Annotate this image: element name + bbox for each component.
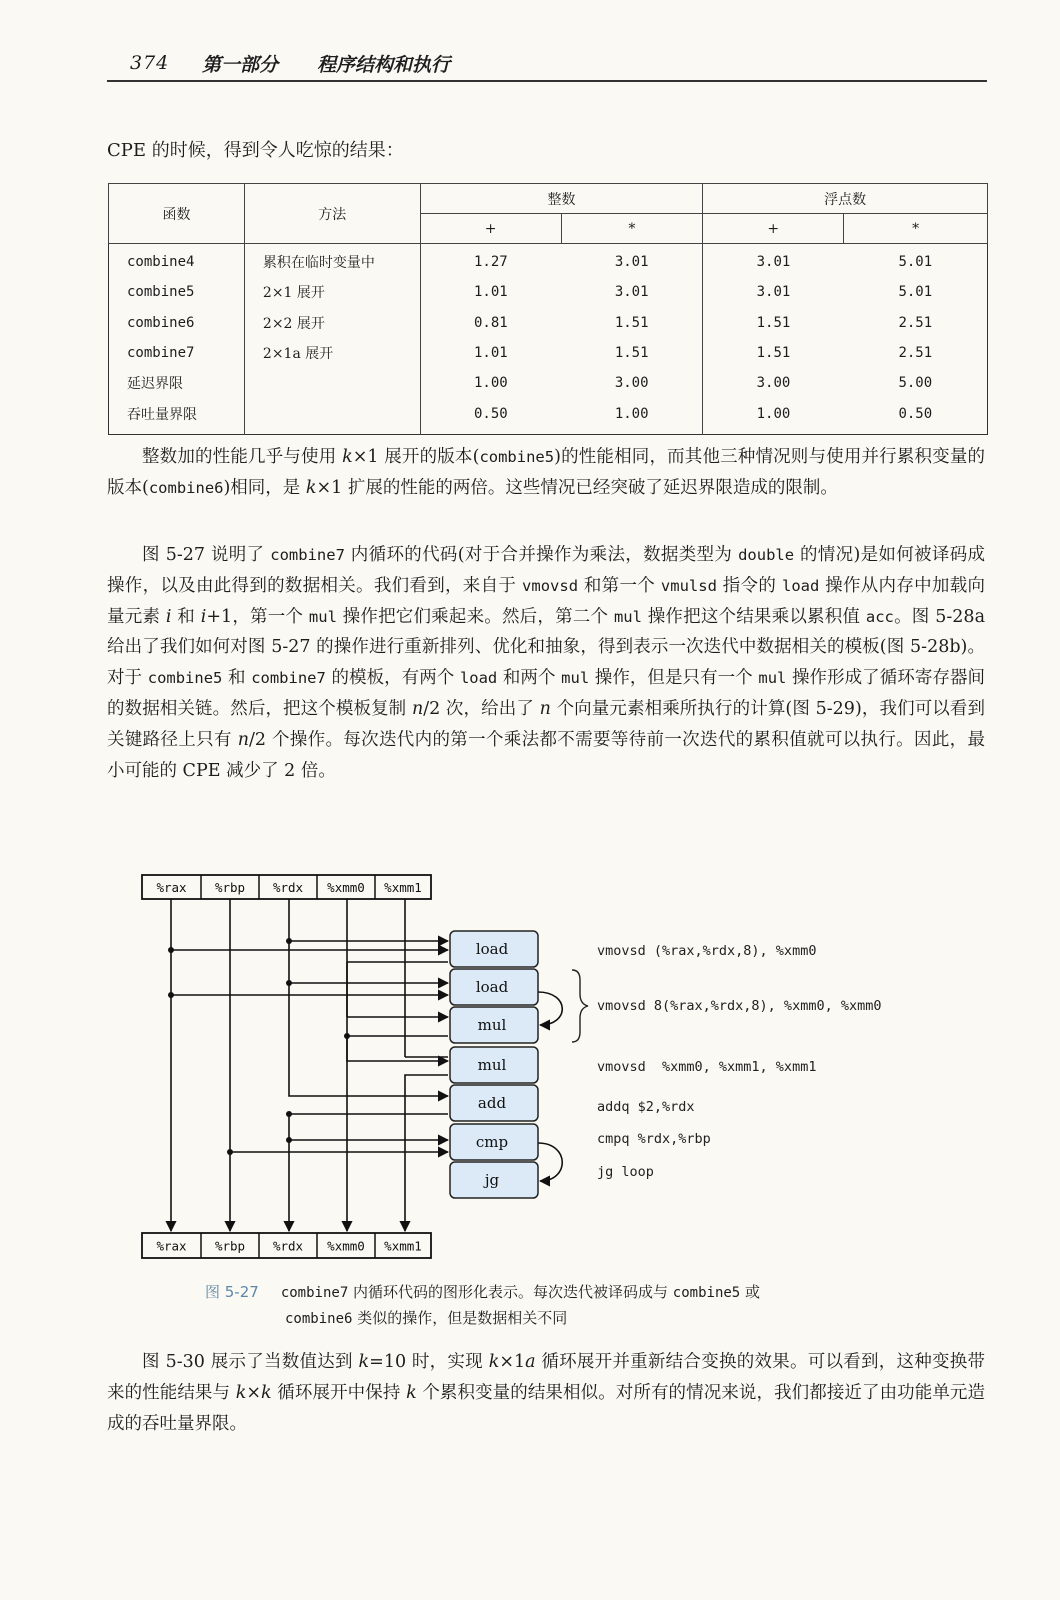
cell-int-add: 0.81 — [474, 314, 508, 331]
cell-method: 2×1 展开 — [244, 277, 420, 307]
cell-fp-mul: 5.00 — [898, 375, 933, 392]
instruction-line: cmpq %rdx,%rbp — [597, 1131, 711, 1147]
cell-function: combine4 — [109, 244, 245, 278]
caption-number: 图 5-27 — [205, 1283, 259, 1301]
dataflow-wire — [405, 1075, 448, 1231]
op-box-mul — [450, 1007, 538, 1043]
op-box-cmp — [450, 1124, 538, 1160]
header-integer: 整数 — [420, 184, 703, 214]
svg-text:cmp: cmp — [475, 1133, 509, 1151]
svg-text:add: add — [477, 1094, 507, 1112]
junction-dot — [344, 1033, 350, 1039]
cell-int-mul: 1.51 — [561, 308, 703, 338]
op-box-load — [450, 931, 538, 967]
svg-text:mul: mul — [477, 1056, 507, 1074]
instruction-line: jg loop — [597, 1164, 654, 1180]
cell-fp-add: 3.00 — [756, 375, 791, 392]
register-top-rbp: %rbp — [214, 880, 246, 895]
header-int-mul: * — [561, 214, 703, 244]
cell-function: combine6 — [109, 308, 245, 338]
svg-text:load: load — [475, 940, 509, 958]
dataflow-wire — [289, 1114, 448, 1231]
cell-int-add: 1.01 — [474, 345, 508, 362]
register-top-rdx: %rdx — [272, 880, 304, 895]
figure-caption: 图 5-27 combine7 内循环代码的图形化表示。每次迭代被译码成与 combine5 或 combine6 类似的操作，但是数据相关不同 — [205, 1283, 761, 1327]
brace — [572, 970, 588, 1042]
cell-int-mul: 3.01 — [561, 277, 703, 307]
instruction-line: addq $2,%rdx — [597, 1099, 695, 1115]
instruction-list — [597, 943, 881, 1180]
instruction-line: vmovsd (%rax,%rdx,8), %xmm0 — [597, 943, 817, 959]
register-row-bottom — [142, 1233, 431, 1258]
op-box-mul — [450, 1047, 538, 1083]
register-bottom-rbp: %rbp — [214, 1238, 246, 1254]
cell-fp-mul: 5.01 — [898, 284, 933, 301]
register-top-rax: %rax — [156, 880, 187, 895]
register-bottom-rdx: %rdx — [272, 1238, 304, 1254]
svg-text:mul: mul — [477, 1016, 507, 1034]
junction-dot — [286, 1111, 292, 1117]
cell-function: 延迟界限 — [109, 368, 245, 398]
cell-int-mul: 3.01 — [561, 244, 703, 278]
cell-method: 累积在临时变量中 — [244, 244, 420, 278]
cell-fp-add: 3.01 — [756, 284, 791, 301]
page-number: 374 — [130, 52, 170, 74]
header-function: 函数 — [109, 184, 245, 244]
cell-fp-mul: 0.50 — [898, 405, 933, 422]
junction-dot — [168, 947, 174, 953]
register-bottom-rax: %rax — [156, 1238, 187, 1254]
cell-int-add: 1.01 — [474, 284, 508, 301]
dataflow-wire — [347, 1022, 448, 1061]
header-fp-mul: * — [844, 214, 988, 244]
cell-method: 2×2 展开 — [244, 308, 420, 338]
dataflow-wire — [347, 1036, 448, 1231]
svg-text:jg: jg — [484, 1171, 500, 1189]
cell-function: 吞吐量界限 — [109, 398, 245, 434]
cell-fp-add: 1.51 — [756, 314, 791, 331]
junction-dot — [286, 1137, 292, 1143]
op-box-load — [450, 969, 538, 1005]
register-bottom-xmm1: %xmm1 — [384, 1238, 422, 1254]
cell-function: combine5 — [109, 277, 245, 307]
cell-fp-add: 1.00 — [756, 405, 791, 422]
register-row-top — [142, 875, 431, 899]
instruction-line: vmovsd %xmm0, %xmm1, %xmm1 — [597, 1059, 817, 1075]
cell-int-add: 0.50 — [474, 405, 508, 422]
cell-fp-add: 3.01 — [756, 254, 791, 271]
feedback-arrow — [538, 1143, 562, 1181]
paragraph-3: 图 5-30 展示了当数值达到 k=10 时，实现 k×1a 循环展开并重新结合变换的效果。可以看到，这种变换带来的性能结果与 k×k 循环展开中保持 k 个累积变量的结果相似。对所有的情况来说，我们都接近了由功能单元造成的吞吐量界限。 — [107, 1352, 986, 1434]
header-float: 浮点数 — [703, 184, 988, 214]
cell-fp-mul: 2.51 — [898, 314, 933, 331]
cell-method: 2×1a 展开 — [244, 338, 420, 368]
register-top-xmm0: %xmm0 — [327, 880, 365, 895]
part-title: 第一部分 — [202, 54, 279, 76]
header-method: 方法 — [244, 184, 420, 244]
instruction-line: vmovsd 8(%rax,%rdx,8), %xmm0, %xmm0 — [597, 998, 882, 1014]
cell-fp-add: 1.51 — [756, 345, 791, 362]
cell-int-add: 1.27 — [474, 254, 508, 271]
junction-dot — [168, 992, 174, 998]
chapter-title: 程序结构和执行 — [317, 54, 451, 76]
intro-line: CPE 的时候，得到令人吃惊的结果： — [107, 140, 404, 161]
cell-fp-mul: 2.51 — [898, 345, 933, 362]
cell-function: combine7 — [109, 338, 245, 368]
cell-int-mul: 1.51 — [561, 338, 703, 368]
header-int-add: + — [420, 214, 561, 244]
operation-boxes — [450, 931, 538, 1198]
register-bottom-xmm0: %xmm0 — [327, 1238, 365, 1254]
junction-dot — [227, 1149, 233, 1155]
op-box-add — [450, 1085, 538, 1121]
op-box-jg — [450, 1162, 538, 1198]
feedback-arrow — [538, 992, 562, 1025]
register-top-xmm1: %xmm1 — [384, 880, 422, 895]
paragraph-2: 图 5-27 说明了 combine7 内循环的代码(对于合并操作为乘法，数据类型为 double 的情况)是如何被译码成操作，以及由此得到的数据相关。我们看到，来自于 vmovsd 和第一个 vmulsd 指令的 load 操作从内存中加载向量元素 i 和 i+1，第一个 mul 操作把它们乘起来。然后，第二个 mul 操作把这个结果乘以累积值 acc。图 5-28a 给出了我们如何对图 5-27 的操作进行重新排列、优化和抽象，得到表示一次迭代中数据相关的模板(图 5-28b)。对于 combine5 和 combine7 的模板，有两个 load 和两个 mul 操作，但是只有一个 mul 操作形成了循环寄存器间的数据相关链。然后，把这个模板复制 n/2 次，给出了 n 个向量元素相乘所执行的计算(图 5-29)，我们可以看到关键路径上只有 n/2 个操作。每次迭代内的第一个乘法都不需要等待前一次迭代的累积值就可以执行。因此，最小可能的 CPE 减少了 2 倍。 — [107, 545, 986, 781]
cell-fp-mul: 5.01 — [898, 254, 933, 271]
svg-text:load: load — [475, 978, 509, 996]
header-fp-add: + — [703, 214, 844, 244]
paragraph-1: 整数加的性能几乎与使用 k×1 展开的版本(combine5)的性能相同，而其他三种情况则与使用并行累积变量的版本(combine6)相同，是 k×1 扩展的性能的两倍。这些情况已经突破了延迟界限造成的限制。 — [107, 447, 986, 498]
cell-int-mul: 1.00 — [561, 398, 703, 434]
cell-int-add: 1.00 — [474, 375, 508, 392]
cell-int-mul: 3.00 — [561, 368, 703, 398]
dataflow-wire — [289, 983, 448, 1096]
